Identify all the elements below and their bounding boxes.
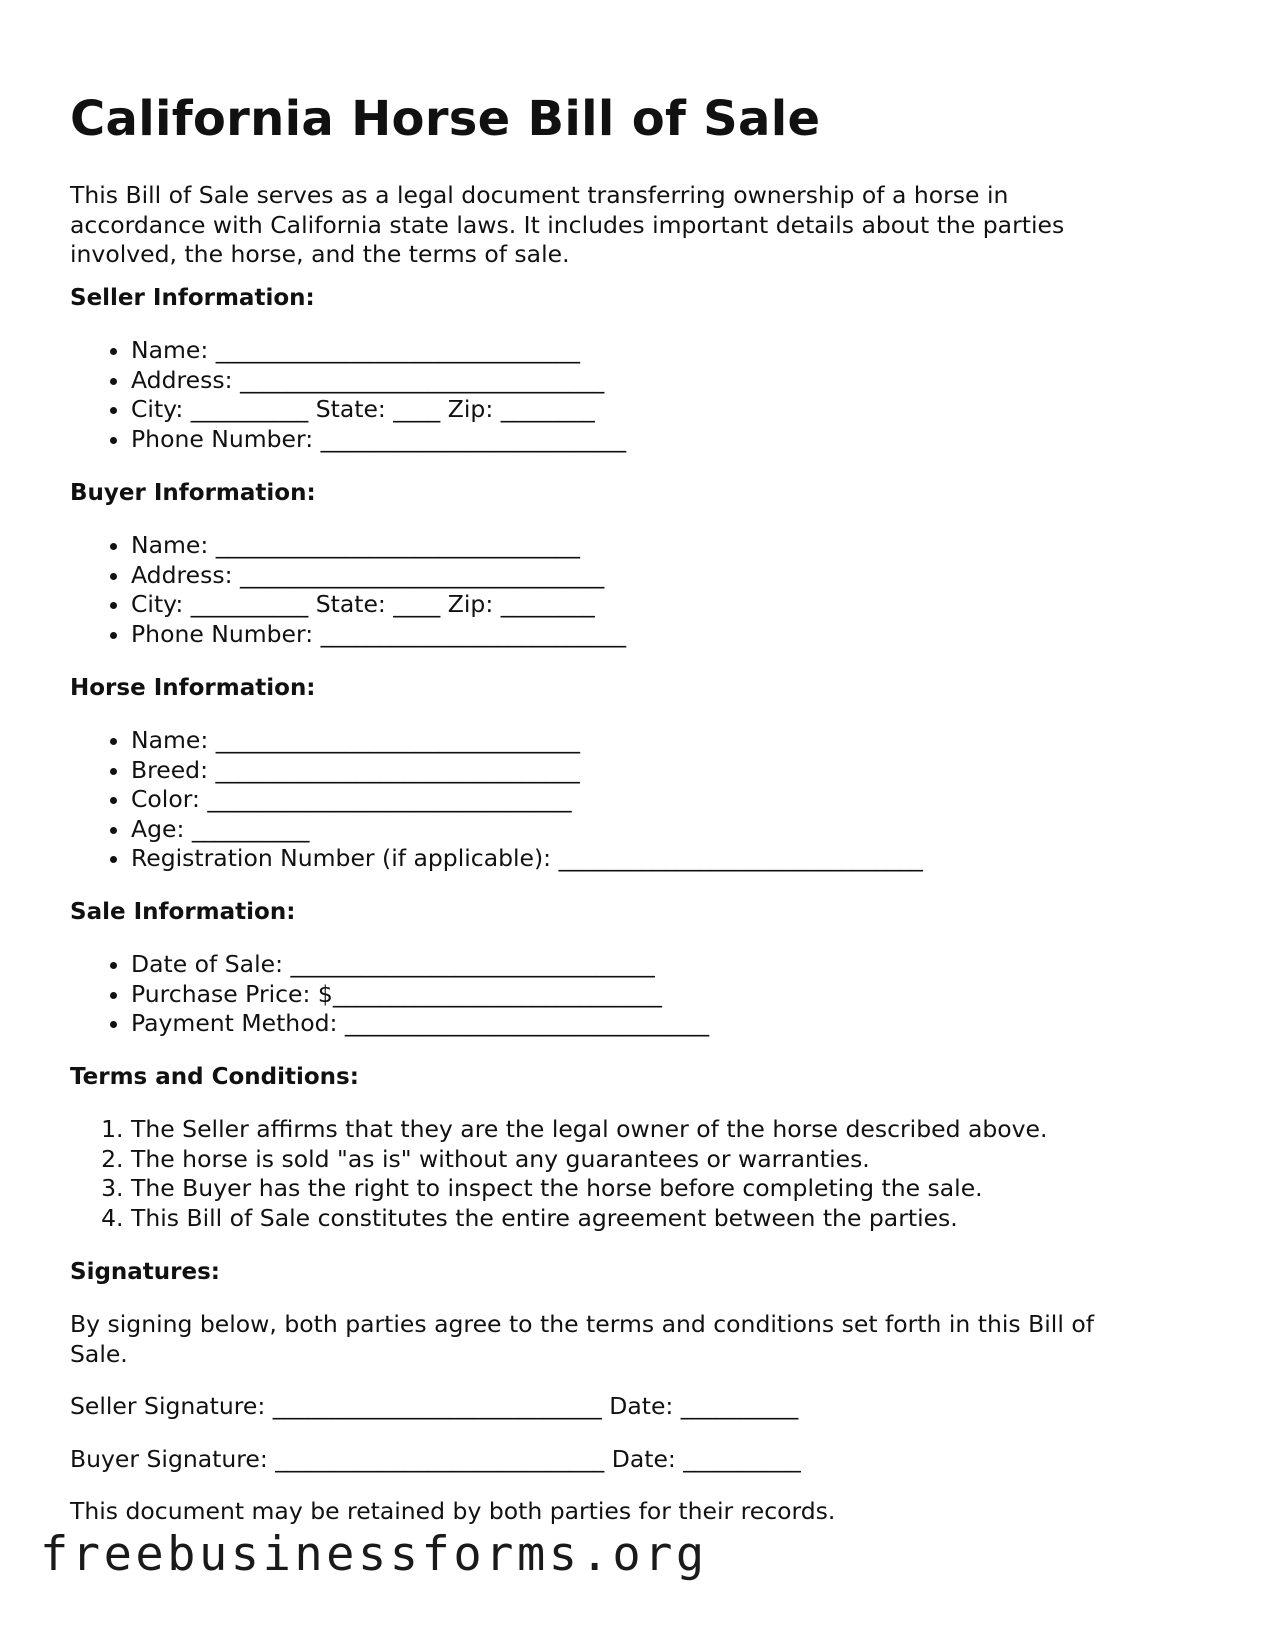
horse-heading: Horse Information: (70, 675, 316, 701)
buyer-signature-line: Buyer Signature: ____________________________ Date: __________ (70, 1445, 801, 1473)
horse-color-field: • Color: _______________________________ (131, 785, 923, 815)
seller-heading: Seller Information: (70, 285, 315, 311)
signatures-statement: By signing below, both parties agree to the terms and conditions set forth in this Bill of Sale. (70, 1310, 1094, 1368)
seller-address-field: • Address: _______________________________ (131, 366, 626, 396)
watermark-text: freebusinessforms.org (40, 1527, 708, 1582)
sale-date-field: • Date of Sale: _______________________________ (131, 950, 709, 980)
sale-fields-list (70, 950, 709, 1039)
buyer-city-state-zip-field: • City: __________ State: ____ Zip: ________ (131, 590, 626, 620)
buyer-name-field: • Name: _______________________________ (131, 531, 626, 561)
seller-name-field: • Name: _______________________________ (131, 336, 626, 366)
horse-fields-list (70, 726, 923, 874)
term-item: 1. The Seller affirms that they are the legal owner of the horse described above. (131, 1115, 1048, 1145)
seller-fields-list (70, 336, 626, 454)
buyer-phone-field: • Phone Number: __________________________ (131, 620, 626, 650)
sale-heading: Sale Information: (70, 899, 296, 925)
horse-name-field: • Name: _______________________________ (131, 726, 923, 756)
buyer-heading: Buyer Information: (70, 480, 316, 506)
sale-price-field: • Purchase Price: $____________________________ (131, 980, 709, 1010)
sale-payment-method-field: • Payment Method: _______________________________ (131, 1009, 709, 1039)
horse-age-field: • Age: __________ (131, 815, 923, 845)
term-item: 4. This Bill of Sale constitutes the entire agreement between the parties. (131, 1204, 1048, 1234)
buyer-fields-list (70, 531, 626, 649)
seller-city-state-zip-field: • City: __________ State: ____ Zip: ________ (131, 395, 626, 425)
horse-registration-field: • Registration Number (if applicable): _______________________________ (131, 844, 923, 874)
intro-paragraph: This Bill of Sale serves as a legal document transferring ownership of a horse in accordance with California state laws. It includes important details about the parties involved, the horse, and the terms of sale. (70, 181, 1065, 268)
footer-note: This document may be retained by both parties for their records. (70, 1497, 836, 1525)
document-title: California Horse Bill of Sale (70, 91, 821, 147)
signatures-heading: Signatures: (70, 1259, 221, 1285)
horse-breed-field: • Breed: _______________________________ (131, 756, 923, 786)
term-item: 2. The horse is sold "as is" without any guarantees or warranties. (131, 1145, 1048, 1175)
term-item: 3. The Buyer has the right to inspect the horse before completing the sale. (131, 1174, 1048, 1204)
seller-phone-field: • Phone Number: __________________________ (131, 425, 626, 455)
buyer-address-field: • Address: _______________________________ (131, 561, 626, 591)
terms-heading: Terms and Conditions: (70, 1064, 359, 1090)
terms-list (70, 1115, 1048, 1233)
seller-signature-line: Seller Signature: ____________________________ Date: __________ (70, 1392, 799, 1420)
